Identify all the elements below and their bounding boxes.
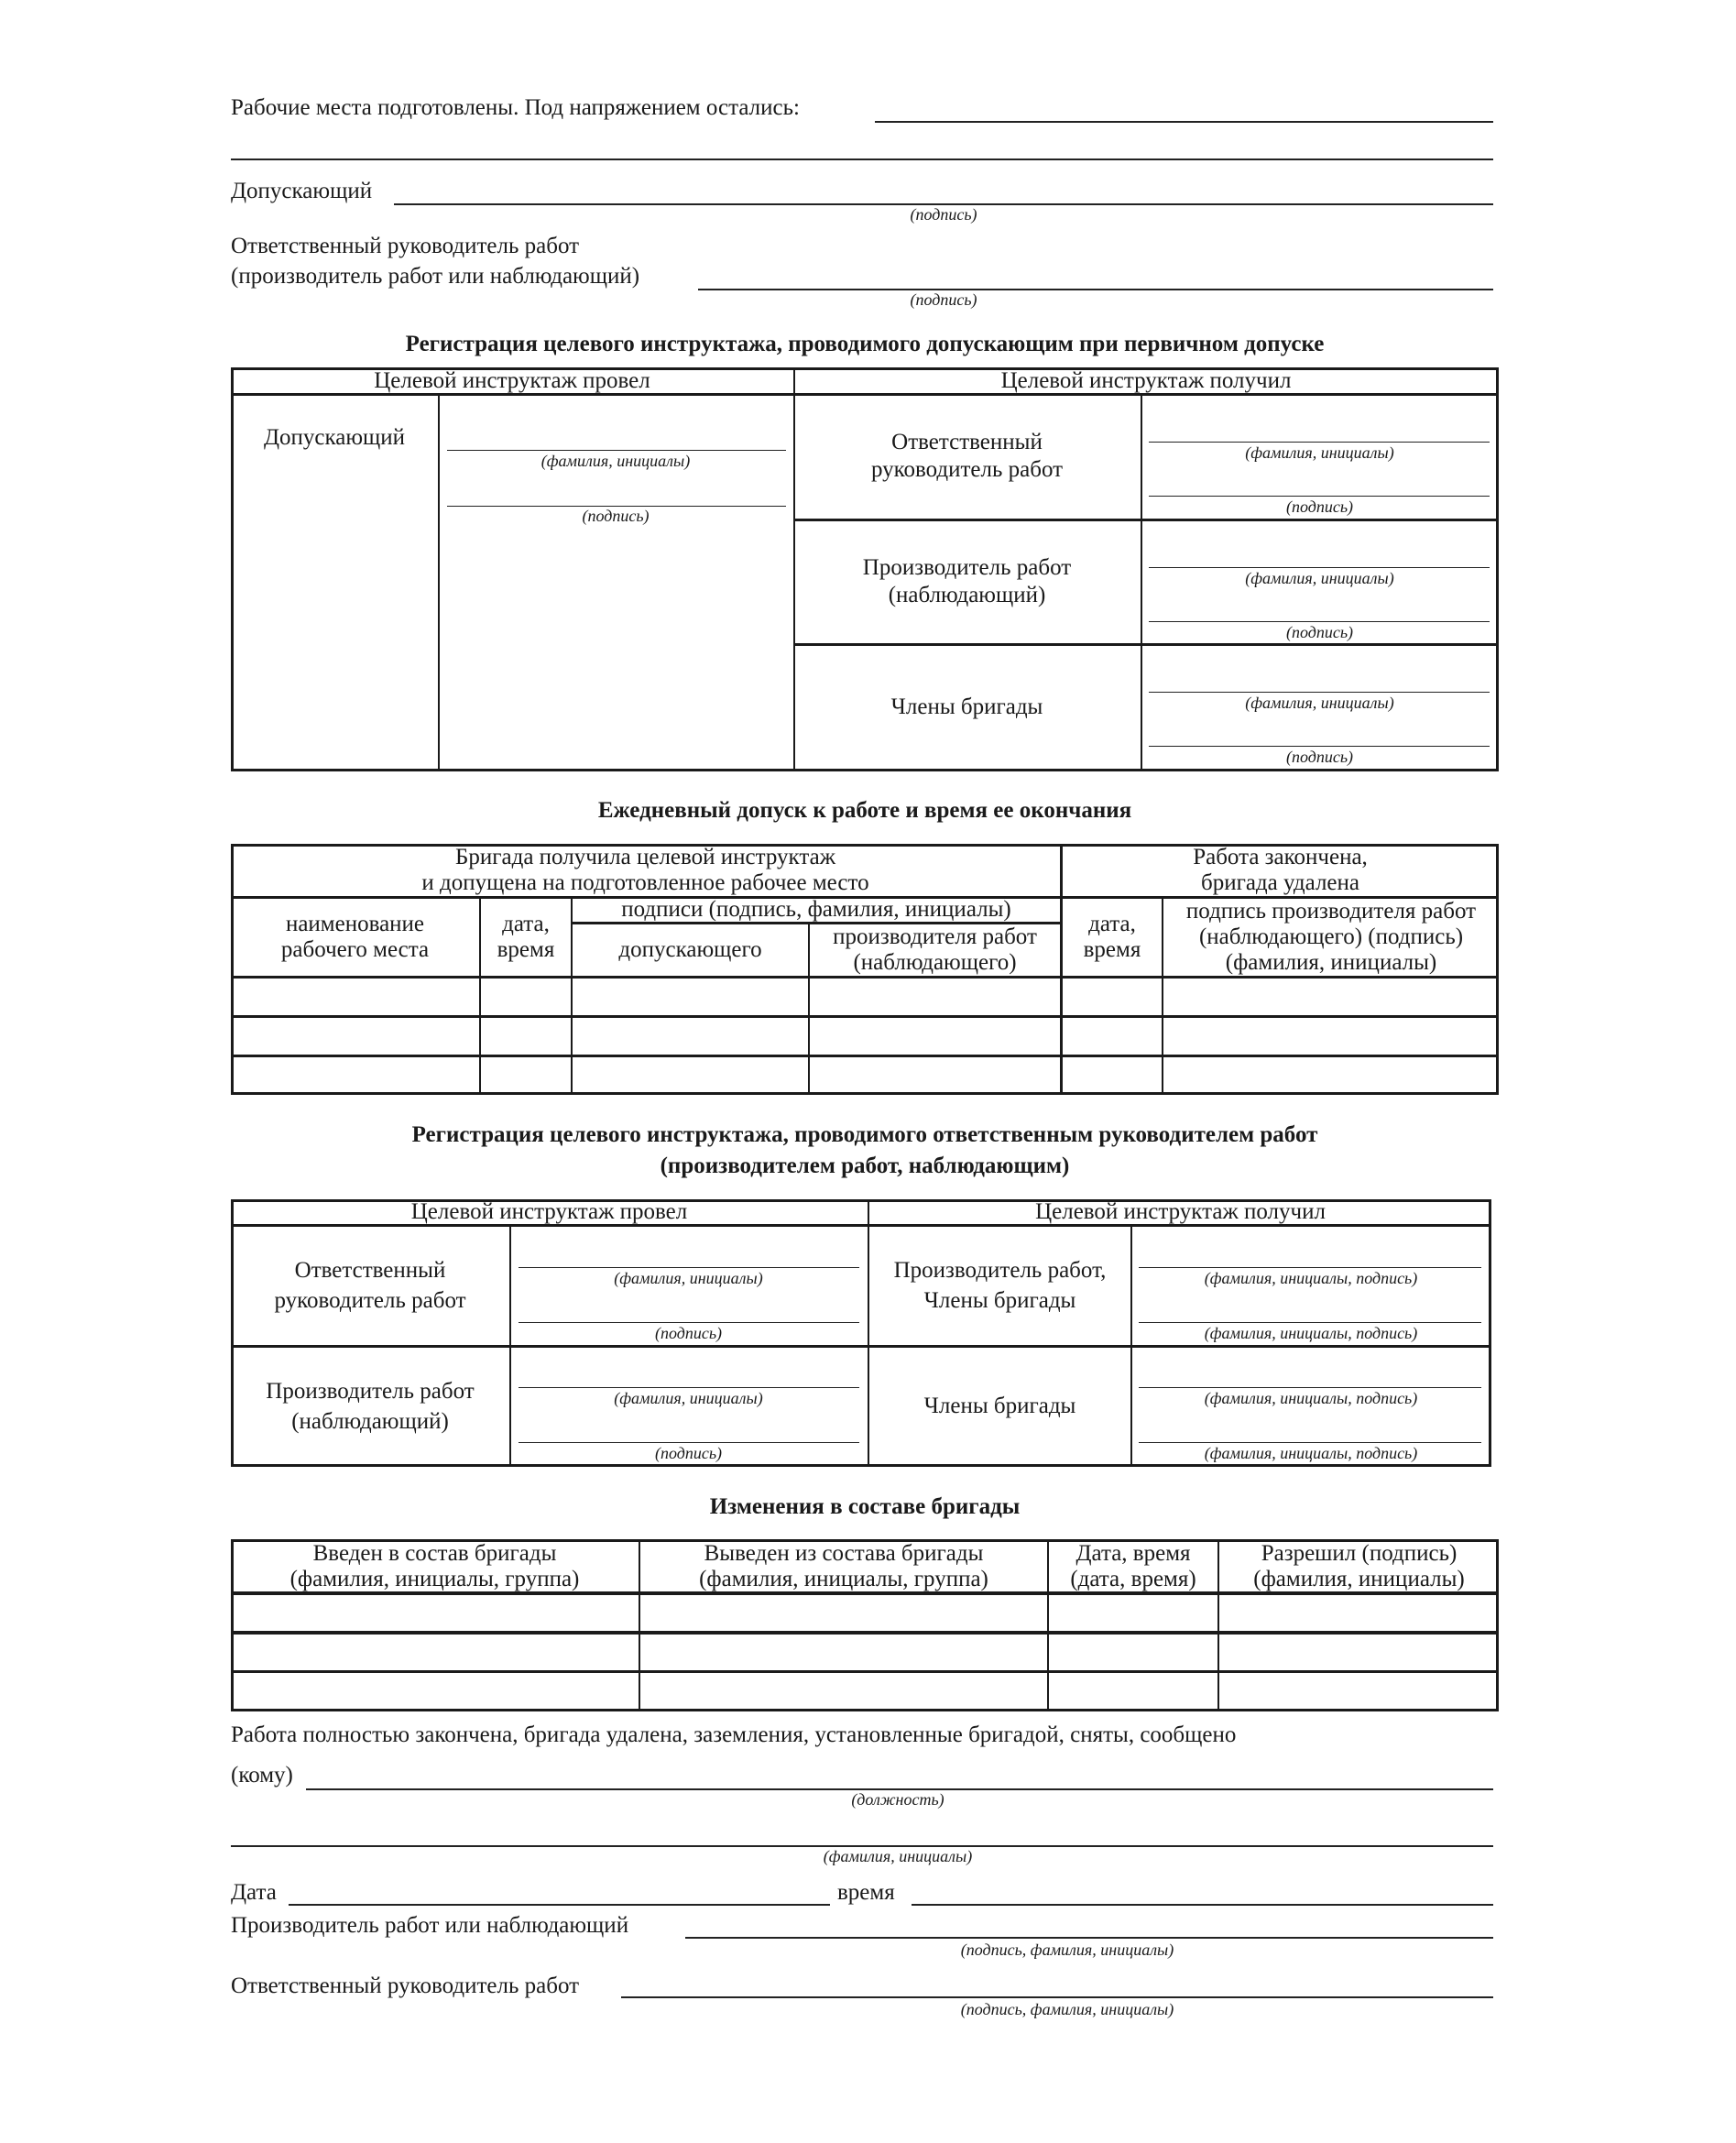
col-header-end-signature (1163, 898, 1499, 976)
group-header-completed (1062, 845, 1499, 896)
section1-title: Регистрация целевого инструктажа, проводимого допускающим при первичном допуске (405, 332, 1325, 356)
col-header-added (231, 1541, 639, 1591)
header-line: (фамилия, инициалы) (1253, 1566, 1465, 1591)
date-field[interactable] (289, 1904, 830, 1906)
role-line: Производитель работ, (893, 1258, 1107, 1283)
received-role-foreman (793, 520, 1141, 643)
given-responsible-name-field[interactable] (519, 1267, 859, 1268)
received-role-crew (793, 645, 1141, 770)
role-line: (наблюдающий) (291, 1409, 449, 1434)
received-crew-name-field[interactable] (1149, 692, 1490, 693)
admitter-signature-caption: (подпись) (910, 205, 977, 224)
name-signature-caption: (фамилия, инициалы, подпись) (1204, 1389, 1418, 1407)
name-signature-caption: (фамилия, инициалы, подпись) (1204, 1444, 1418, 1462)
given-role-responsible (231, 1226, 509, 1345)
header-line: (дата, время) (1070, 1566, 1196, 1591)
role-line: Члены бригады (890, 694, 1043, 719)
received-name-signature-field[interactable] (1139, 1322, 1481, 1323)
role-line: руководитель работ (274, 1288, 466, 1313)
name-caption: (фамилия, инициалы) (823, 1847, 973, 1865)
table-divider (1130, 1225, 1132, 1467)
given-responsible-signature-field[interactable] (519, 1322, 859, 1323)
col-header-received: Целевой инструктаж получил (1035, 1199, 1326, 1224)
header-line: (наблюдающего) (853, 950, 1017, 975)
col-header-foreman (810, 924, 1060, 976)
name-signature-caption: (фамилия, инициалы, подпись) (1204, 1324, 1418, 1342)
time-field[interactable] (912, 1904, 1493, 1906)
signature-caption: (подпись) (654, 1324, 723, 1342)
name-caption: (фамилия, инициалы) (614, 1269, 763, 1287)
signature-caption: (подпись) (1285, 623, 1354, 641)
name-signature-caption: (фамилия, инициалы, подпись) (1204, 1269, 1418, 1287)
header-line: наименование (285, 911, 425, 936)
header-line: (фамилия, инициалы, группа) (289, 1566, 580, 1591)
table-row[interactable] (231, 1673, 1499, 1710)
header-line: (наблюдающего) (подпись) (1198, 924, 1464, 949)
responsible-signature-caption: (подпись) (910, 290, 977, 309)
header-line: бригада удалена (1200, 870, 1360, 895)
name-caption: (фамилия, инициалы) (1245, 443, 1394, 462)
role-line: Производитель работ (266, 1379, 475, 1404)
col-header-datetime (1049, 1541, 1217, 1591)
section3-title-line1: Регистрация целевого инструктажа, проводимого ответственным руководителем работ (411, 1122, 1318, 1147)
received-foreman-name-field[interactable] (1149, 567, 1490, 568)
received-responsible-signature-field[interactable] (1149, 496, 1490, 497)
received-crew-name-signature-field[interactable] (1139, 1442, 1481, 1443)
received-crew-signature-field[interactable] (1149, 746, 1490, 747)
role-line: Ответственный (294, 1258, 446, 1283)
responsible-signature-field[interactable] (621, 1996, 1493, 1998)
header-line: подпись производителя работ (1185, 898, 1477, 924)
received-responsible-name-field[interactable] (1149, 442, 1490, 443)
given-foreman-name-field[interactable] (519, 1387, 859, 1388)
header-line: Дата, время (1075, 1540, 1191, 1566)
name-caption: (фамилия, инициалы) (614, 1389, 763, 1407)
responsible-label-line1: Ответственный руководитель работ (231, 234, 580, 258)
given-name-caption: (фамилия, инициалы) (540, 452, 691, 470)
header-line: время (497, 936, 555, 962)
name-caption: (фамилия, инициалы) (1245, 694, 1394, 712)
role-line: руководитель работ (870, 457, 1064, 482)
date-label: Дата (231, 1880, 277, 1905)
table-row[interactable] (231, 1635, 1499, 1670)
table-divider (438, 394, 440, 771)
received-role-responsible (793, 394, 1141, 519)
col-header-admitter: допускающего (618, 937, 762, 962)
header-line: Работа закончена, (1193, 845, 1368, 869)
table-row[interactable] (231, 1595, 1499, 1631)
signature-caption: (подпись) (1285, 497, 1354, 516)
header-line: Выведен из состава бригады (704, 1540, 984, 1566)
col-header-given: Целевой инструктаж провел (374, 368, 650, 393)
foreman-caption: (подпись, фамилия, инициалы) (960, 1941, 1174, 1959)
received-role-foreman-crew (869, 1226, 1130, 1345)
header-line: производителя работ (833, 924, 1037, 949)
position-caption: (должность) (851, 1790, 944, 1809)
completion-text: Работа полностью закончена, бригада удалена, заземления, установленные бригадой, сняты, сообщено (231, 1722, 1237, 1747)
header-line: и допущена на подготовленное рабочее место (421, 870, 869, 895)
col-header-given: Целевой инструктаж провел (410, 1199, 688, 1224)
section2-title: Ежедневный допуск к работе и время ее окончания (597, 798, 1132, 823)
table-row[interactable] (231, 1017, 1499, 1055)
given-signature-caption: (подпись) (582, 507, 650, 525)
time-label: время (837, 1880, 895, 1905)
col-header-signatures: подписи (подпись, фамилия, инициалы) (621, 897, 1011, 922)
header-line: дата, (502, 911, 550, 936)
col-header-datetime (481, 898, 571, 976)
given-role-admitter: Допускающий (263, 425, 406, 450)
col-header-workplace (231, 898, 479, 976)
col-header-authorized (1219, 1541, 1499, 1591)
given-role-foreman (231, 1347, 509, 1466)
col-header-removed (640, 1541, 1047, 1591)
role-line: Производитель работ (862, 555, 1072, 580)
responsible-label: Ответственный руководитель работ (231, 1974, 580, 1998)
signature-caption: (подпись) (1285, 748, 1354, 766)
signature-caption: (подпись) (654, 1444, 723, 1462)
table-row[interactable] (231, 978, 1499, 1015)
energized-equipment-field-continued[interactable] (231, 159, 1493, 160)
section3-title-line2: (производителем работ, наблюдающим) (660, 1154, 1070, 1178)
header-line: (фамилия, инициалы) (1225, 949, 1437, 975)
group-header-admitted (231, 845, 1060, 896)
given-foreman-signature-field[interactable] (519, 1442, 859, 1443)
responsible-label-line2: (производитель работ или наблюдающий) (231, 264, 640, 289)
table-divider (509, 1225, 511, 1467)
received-foreman-signature-field[interactable] (1149, 621, 1490, 622)
role-line: (наблюдающий) (888, 583, 1046, 607)
header-line: Введен в состав бригады (312, 1540, 557, 1566)
col-header-end-datetime (1063, 898, 1162, 976)
header-line: (фамилия, инициалы, группа) (699, 1566, 988, 1591)
foreman-label: Производитель работ или наблюдающий (231, 1913, 629, 1938)
header-line: Бригада получила целевой инструктаж (455, 845, 835, 869)
received-name-signature-field[interactable] (1139, 1267, 1481, 1268)
header-line: дата, (1088, 911, 1136, 936)
header-line: время (1083, 936, 1141, 962)
header-line: Разрешил (подпись) (1261, 1540, 1458, 1566)
admitter-label: Допускающий (231, 179, 373, 203)
role-line: Ответственный (891, 430, 1043, 454)
table-row[interactable] (231, 1056, 1499, 1094)
name-caption: (фамилия, инициалы) (1245, 569, 1394, 587)
role-line: Члены бригады (923, 1288, 1076, 1313)
col-header-received: Целевой инструктаж получил (1000, 368, 1292, 393)
received-crew-name-signature-field[interactable] (1139, 1387, 1481, 1388)
section4-title: Изменения в составе бригады (709, 1494, 1021, 1519)
workplaces-ready-label: Рабочие места подготовлены. Под напряжением остались: (231, 95, 800, 120)
responsible-caption: (подпись, фамилия, инициалы) (960, 2000, 1174, 2018)
header-line: рабочего места (280, 936, 430, 962)
energized-equipment-field[interactable] (875, 121, 1493, 123)
responsible-signature-field[interactable] (698, 289, 1493, 290)
received-role-crew: Члены бригады (923, 1394, 1076, 1418)
foreman-signature-field[interactable] (685, 1937, 1493, 1939)
to-whom-label: (кому) (231, 1763, 293, 1788)
given-name-field[interactable] (447, 450, 786, 451)
